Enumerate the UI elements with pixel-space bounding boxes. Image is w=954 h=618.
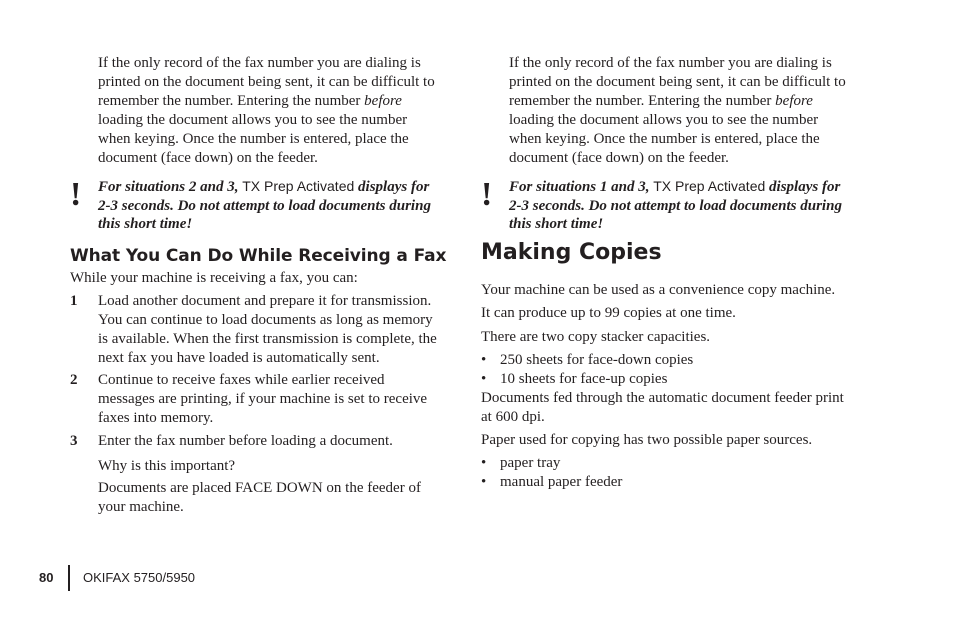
text-line: document (face down) on the feeder. bbox=[98, 150, 318, 166]
warning-exclamation-icon: ! bbox=[481, 176, 493, 213]
footer-divider bbox=[68, 565, 70, 591]
paper-sources-text: Paper used for copying has two possible paper sources. bbox=[481, 432, 813, 448]
face-down-note: Documents are placed FACE DOWN on the feeder of your machine. bbox=[98, 480, 421, 515]
copy-machine-text: Your machine can be used as a convenience copy machine. bbox=[481, 282, 836, 298]
section-heading-making-copies: Making Copies bbox=[481, 240, 662, 265]
right-warning-note: For situations 1 and 3, TX Prep Activated displays for 2-3 seconds. Do not attempt to load documents during this short time! bbox=[509, 178, 842, 232]
text-line: remember the number. Entering the number before bbox=[509, 93, 813, 109]
display-message-label: TX Prep Activated bbox=[653, 178, 766, 194]
list-item: manual paper feeder bbox=[500, 474, 623, 490]
right-intro-paragraph bbox=[509, 54, 879, 168]
section-heading-receiving: What You Can Do While Receiving a Fax bbox=[70, 246, 447, 266]
bullet-icon: • bbox=[481, 371, 487, 387]
text-line: document (face down) on the feeder. bbox=[509, 150, 729, 166]
left-intro-paragraph bbox=[98, 54, 468, 168]
receiving-lead-text: While your machine is receiving a fax, you can: bbox=[70, 270, 358, 286]
feeder-resolution-text: Documents fed through the automatic document feeder print at 600 dpi. bbox=[481, 390, 844, 425]
left-warning-note: For situations 2 and 3, TX Prep Activated displays for 2-3 seconds. Do not attempt to load documents during this short time! bbox=[98, 178, 431, 232]
emphasis-before: before bbox=[364, 93, 402, 109]
text-line: when keying. Once the number is entered, place the bbox=[509, 131, 820, 147]
text-line: when keying. Once the number is entered, place the bbox=[98, 131, 409, 147]
copies-count-text: It can produce up to 99 copies at one time. bbox=[481, 305, 736, 321]
step-2-text: Continue to receive faxes while earlier received messages are printing, if your machine is set to receive faxes into memory. bbox=[98, 372, 428, 426]
step-number: 2 bbox=[70, 372, 78, 388]
step-number: 1 bbox=[70, 293, 78, 309]
list-item: 10 sheets for face-up copies bbox=[500, 371, 668, 387]
text-line: remember the number. Entering the number before bbox=[98, 93, 402, 109]
text-line: loading the document allows you to see the number bbox=[509, 112, 819, 128]
step-number: 3 bbox=[70, 433, 78, 449]
bullet-icon: • bbox=[481, 474, 487, 490]
text-line: printed on the document being sent, it can be difficult to bbox=[98, 74, 435, 90]
warning-exclamation-icon: ! bbox=[70, 176, 82, 213]
text-line: If the only record of the fax number you are dialing is bbox=[509, 55, 832, 71]
footer-product-title: OKIFAX 5750/5950 bbox=[83, 570, 196, 585]
list-item: paper tray bbox=[500, 455, 561, 471]
text-line: loading the document allows you to see the number bbox=[98, 112, 408, 128]
bullet-icon: • bbox=[481, 455, 487, 471]
why-question: Why is this important? bbox=[98, 458, 236, 474]
list-item: 250 sheets for face-down copies bbox=[500, 352, 694, 368]
step-1-text: Load another document and prepare it for transmission. You can continue to load documents as long as memory is available. When the first transmission is complete, the next fax you have loaded is automatically sent. bbox=[98, 293, 437, 366]
bullet-icon: • bbox=[481, 352, 487, 368]
text-line: printed on the document being sent, it can be difficult to bbox=[509, 74, 846, 90]
stacker-capacities-text: There are two copy stacker capacities. bbox=[481, 329, 711, 345]
page-number: 80 bbox=[39, 570, 54, 585]
display-message-label: TX Prep Activated bbox=[242, 178, 355, 194]
text-line: If the only record of the fax number you are dialing is bbox=[98, 55, 421, 71]
emphasis-before: before bbox=[775, 93, 813, 109]
step-3-text: Enter the fax number before loading a document. bbox=[98, 433, 393, 449]
